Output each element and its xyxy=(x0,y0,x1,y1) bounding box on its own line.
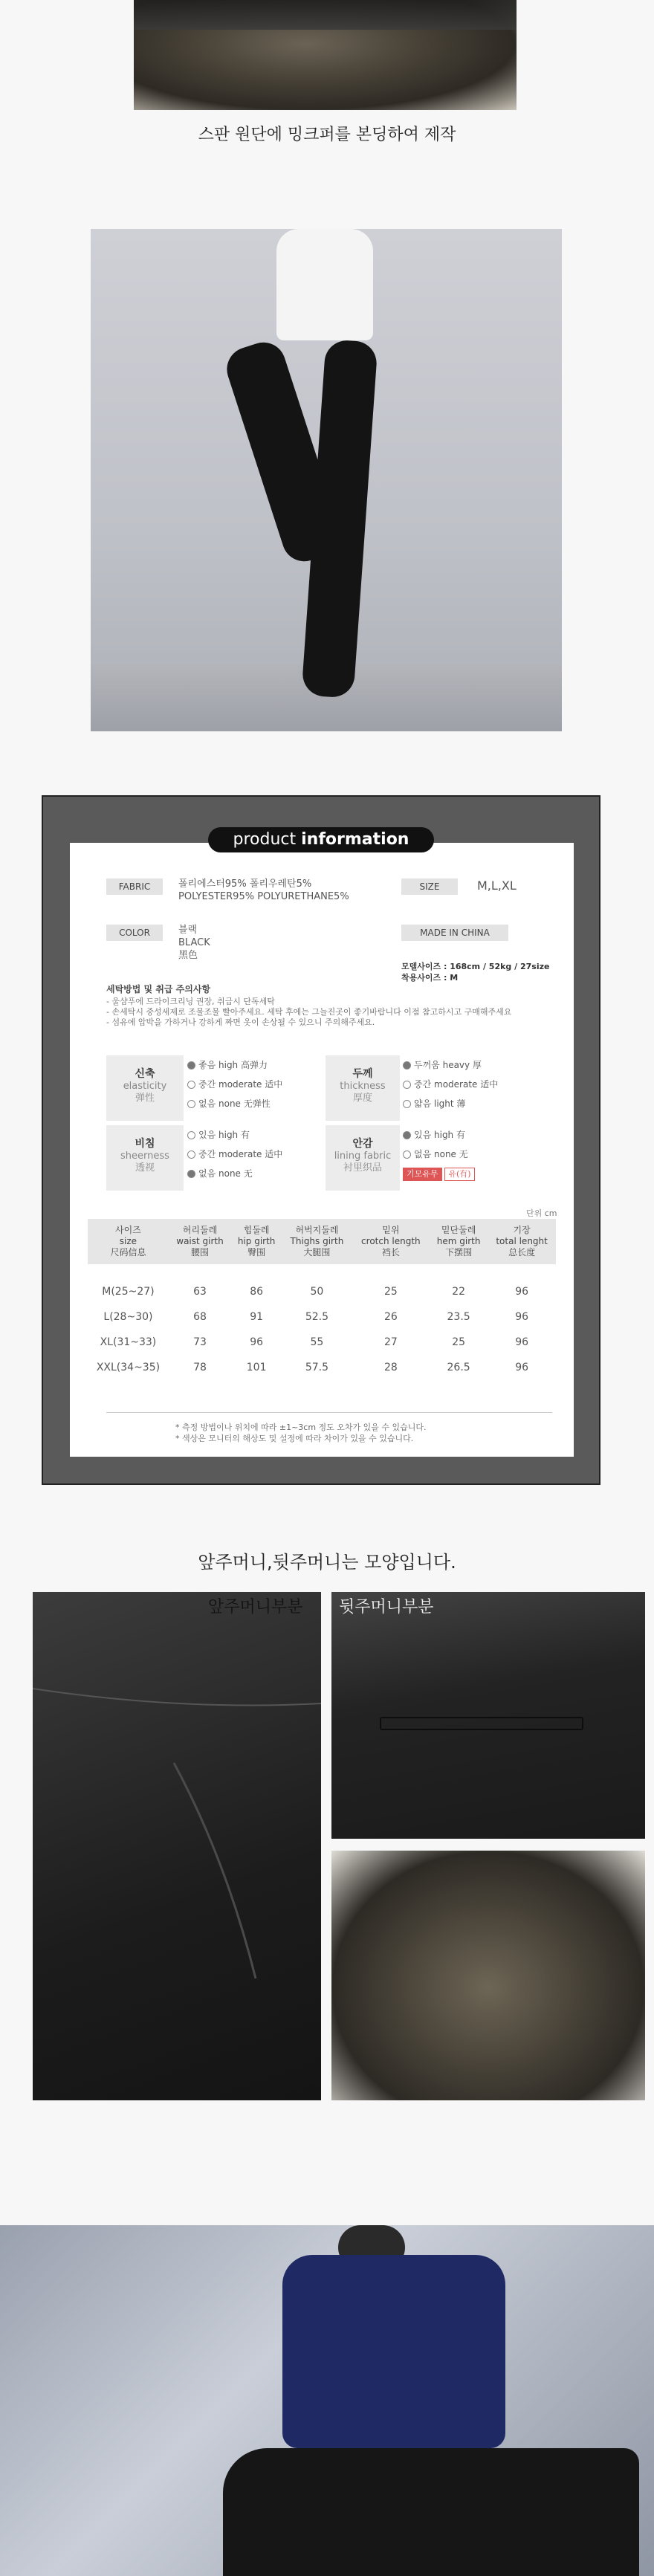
table-cell: 96 xyxy=(515,1286,529,1298)
option-label: 얇음 light 薄 xyxy=(414,1098,466,1109)
header-waist: 허리둘레 waist girth 腰围 xyxy=(169,1219,231,1264)
title-bold: information xyxy=(301,830,409,849)
size-table-header xyxy=(88,1219,556,1264)
option-label: 두꺼움 heavy 厚 xyxy=(414,1060,482,1070)
radio-icon xyxy=(403,1081,411,1089)
note-line2: * 색상은 모니터의 해상도 및 설정에 따라 차이가 있을 수 있습니다. xyxy=(175,1434,414,1443)
fabric-line1: 폴리에스터95% 폴리우레탄5% xyxy=(178,878,312,890)
table-cell: 91 xyxy=(250,1311,264,1323)
note-line1: * 측정 방법이나 위치에 따라 ±1~3cm 정도 오차가 있을 수 있습니다. xyxy=(175,1423,427,1432)
table-cell: 86 xyxy=(250,1286,264,1298)
care-line1: - 울샴푸에 드라이크리닝 권장, 취급시 단독세탁 xyxy=(106,997,275,1006)
table-cell: 96 xyxy=(515,1311,529,1323)
table-cell: L(28~30) xyxy=(103,1311,153,1323)
model-size: 모델사이즈 : 168cm / 52kg / 27size xyxy=(401,962,550,971)
table-cell: 50 xyxy=(310,1286,324,1298)
size-table xyxy=(88,1219,556,1380)
option-label: 없음 none 无弹性 xyxy=(198,1098,271,1109)
table-row xyxy=(88,1279,556,1304)
color-line3: 黑色 xyxy=(178,950,198,961)
table-cell: M(25~27) xyxy=(102,1286,155,1298)
elasticity-options xyxy=(187,1055,321,1113)
blue-sweater-model-photo xyxy=(0,2225,654,2576)
elasticity-cell xyxy=(106,1055,184,1121)
thickness-options xyxy=(403,1055,537,1113)
fur-lining-photo xyxy=(331,1851,645,2100)
table-cell: 25 xyxy=(452,1336,466,1348)
lining-cell xyxy=(326,1125,400,1191)
thickness-cn: 厚度 xyxy=(352,1093,372,1104)
table-row xyxy=(88,1304,556,1330)
table-cell: XL(31~33) xyxy=(100,1336,157,1348)
option-label: 좋음 high 高弹力 xyxy=(198,1060,268,1070)
radio-selected-icon xyxy=(403,1131,411,1139)
header-crotch: 밑위 crotch length 裆长 xyxy=(352,1219,430,1264)
size-label: SIZE xyxy=(401,878,458,895)
unit-label: 단위 cm xyxy=(526,1208,557,1218)
table-cell: 23.5 xyxy=(447,1311,470,1323)
pocket-caption: 앞주머니,뒷주머니는 모양입니다. xyxy=(198,1552,456,1573)
fabric-caption: 스판 원단에 밍크퍼를 본딩하여 제작 xyxy=(198,126,456,144)
radio-selected-icon xyxy=(187,1061,195,1069)
radio-icon xyxy=(187,1131,195,1139)
lining-options xyxy=(403,1125,537,1183)
front-pocket-photo xyxy=(33,1592,321,2100)
radio-icon xyxy=(403,1151,411,1159)
sheerness-cell xyxy=(106,1125,184,1191)
color-label: COLOR xyxy=(106,925,163,941)
table-cell: 96 xyxy=(250,1336,264,1348)
table-cell: XXL(34~35) xyxy=(96,1362,161,1373)
elasticity-en: elasticity xyxy=(123,1081,167,1092)
sheerness-en: sheerness xyxy=(120,1151,169,1162)
radio-selected-icon xyxy=(187,1170,195,1178)
header-hem: 밑단둘레 hem girth 下摆围 xyxy=(430,1219,488,1264)
back-pocket-label: 뒷주머니부분 xyxy=(339,1598,434,1617)
table-cell: 27 xyxy=(383,1336,398,1348)
table-cell: 96 xyxy=(515,1362,529,1373)
option-label: 없음 none 无 xyxy=(414,1149,468,1159)
header-length: 기장 total lenght 总长度 xyxy=(488,1219,556,1264)
header-thigh: 허벅지둘레 Thighs girth 大腿围 xyxy=(282,1219,352,1264)
table-cell: 52.5 xyxy=(305,1311,329,1323)
radio-selected-icon xyxy=(403,1061,411,1069)
option-label: 있음 high 有 xyxy=(414,1130,465,1140)
table-cell: 78 xyxy=(193,1362,207,1373)
sheerness-options xyxy=(187,1125,321,1183)
table-cell: 57.5 xyxy=(305,1362,329,1373)
product-info-title xyxy=(208,827,434,852)
made-in-label: MADE IN CHINA xyxy=(401,925,508,941)
thickness-cell xyxy=(326,1055,400,1121)
table-cell: 28 xyxy=(383,1362,398,1373)
wear-size: 착용사이즈 : M xyxy=(401,973,459,983)
fabric-line2: POLYESTER95% POLYURETHANE5% xyxy=(178,891,349,902)
pocket-seam-icon xyxy=(33,1592,321,2100)
fur-closeup-photo xyxy=(134,0,517,110)
table-row xyxy=(88,1330,556,1355)
front-pocket-label: 앞주머니부분 xyxy=(208,1598,303,1617)
color-line1: 블랙 xyxy=(178,925,198,936)
sheerness-cn: 透视 xyxy=(135,1162,155,1174)
table-row xyxy=(88,1355,556,1380)
care-line3: - 섬유에 압박을 가하거나 강하게 짜면 옷이 손상될 수 있으니 주의해주세요. xyxy=(106,1017,375,1027)
table-cell: 63 xyxy=(193,1286,207,1298)
table-cell: 22 xyxy=(452,1286,466,1298)
fleece-tag: 기모유무 xyxy=(403,1168,442,1181)
radio-icon xyxy=(403,1100,411,1108)
option-label: 중간 moderate 适中 xyxy=(414,1079,499,1090)
table-cell: 101 xyxy=(246,1362,267,1373)
size-value: M,L,XL xyxy=(477,878,517,893)
option-label: 중간 moderate 适中 xyxy=(198,1149,283,1159)
lining-en: lining fabric xyxy=(334,1151,392,1162)
divider xyxy=(106,1412,552,1413)
color-line2: BLACK xyxy=(178,937,210,948)
back-pocket-photo xyxy=(331,1592,645,1839)
thickness-title: 두께 xyxy=(352,1068,373,1080)
table-cell: 55 xyxy=(310,1336,324,1348)
radio-icon xyxy=(187,1151,195,1159)
thickness-en: thickness xyxy=(340,1081,386,1092)
model-photo xyxy=(91,229,562,731)
fabric-label: FABRIC xyxy=(106,878,163,895)
lining-title: 안감 xyxy=(352,1138,373,1150)
header-hip: 힙둘레 hip girth 臀围 xyxy=(231,1219,282,1264)
sheerness-title: 비침 xyxy=(135,1138,155,1150)
option-label: 있음 high 有 xyxy=(198,1130,250,1140)
care-title: 세탁방법 및 취급 주의사항 xyxy=(106,984,211,994)
radio-icon xyxy=(187,1081,195,1089)
option-label: 없음 none 无 xyxy=(198,1168,253,1179)
elasticity-title: 신축 xyxy=(135,1068,155,1080)
header-size: 사이즈 size 尺码信息 xyxy=(88,1219,169,1264)
radio-icon xyxy=(187,1100,195,1108)
title-light: product xyxy=(233,830,302,849)
table-cell: 96 xyxy=(515,1336,529,1348)
table-cell: 26 xyxy=(383,1311,398,1323)
option-label: 중간 moderate 适中 xyxy=(198,1079,283,1090)
table-cell: 73 xyxy=(193,1336,207,1348)
care-line2: - 손세탁시 중성세제로 조물조물 빨아주세요. 세탁 후에는 그늘진곳이 좋기바랍니다 이점 참고하시고 구매해주세요 xyxy=(106,1007,512,1017)
table-cell: 26.5 xyxy=(447,1362,470,1373)
elasticity-cn: 弹性 xyxy=(135,1093,155,1104)
lining-cn: 衬里织品 xyxy=(343,1162,382,1174)
table-cell: 68 xyxy=(193,1311,207,1323)
fleece-yes-tag: 유(有) xyxy=(444,1168,474,1181)
table-cell: 25 xyxy=(383,1286,398,1298)
